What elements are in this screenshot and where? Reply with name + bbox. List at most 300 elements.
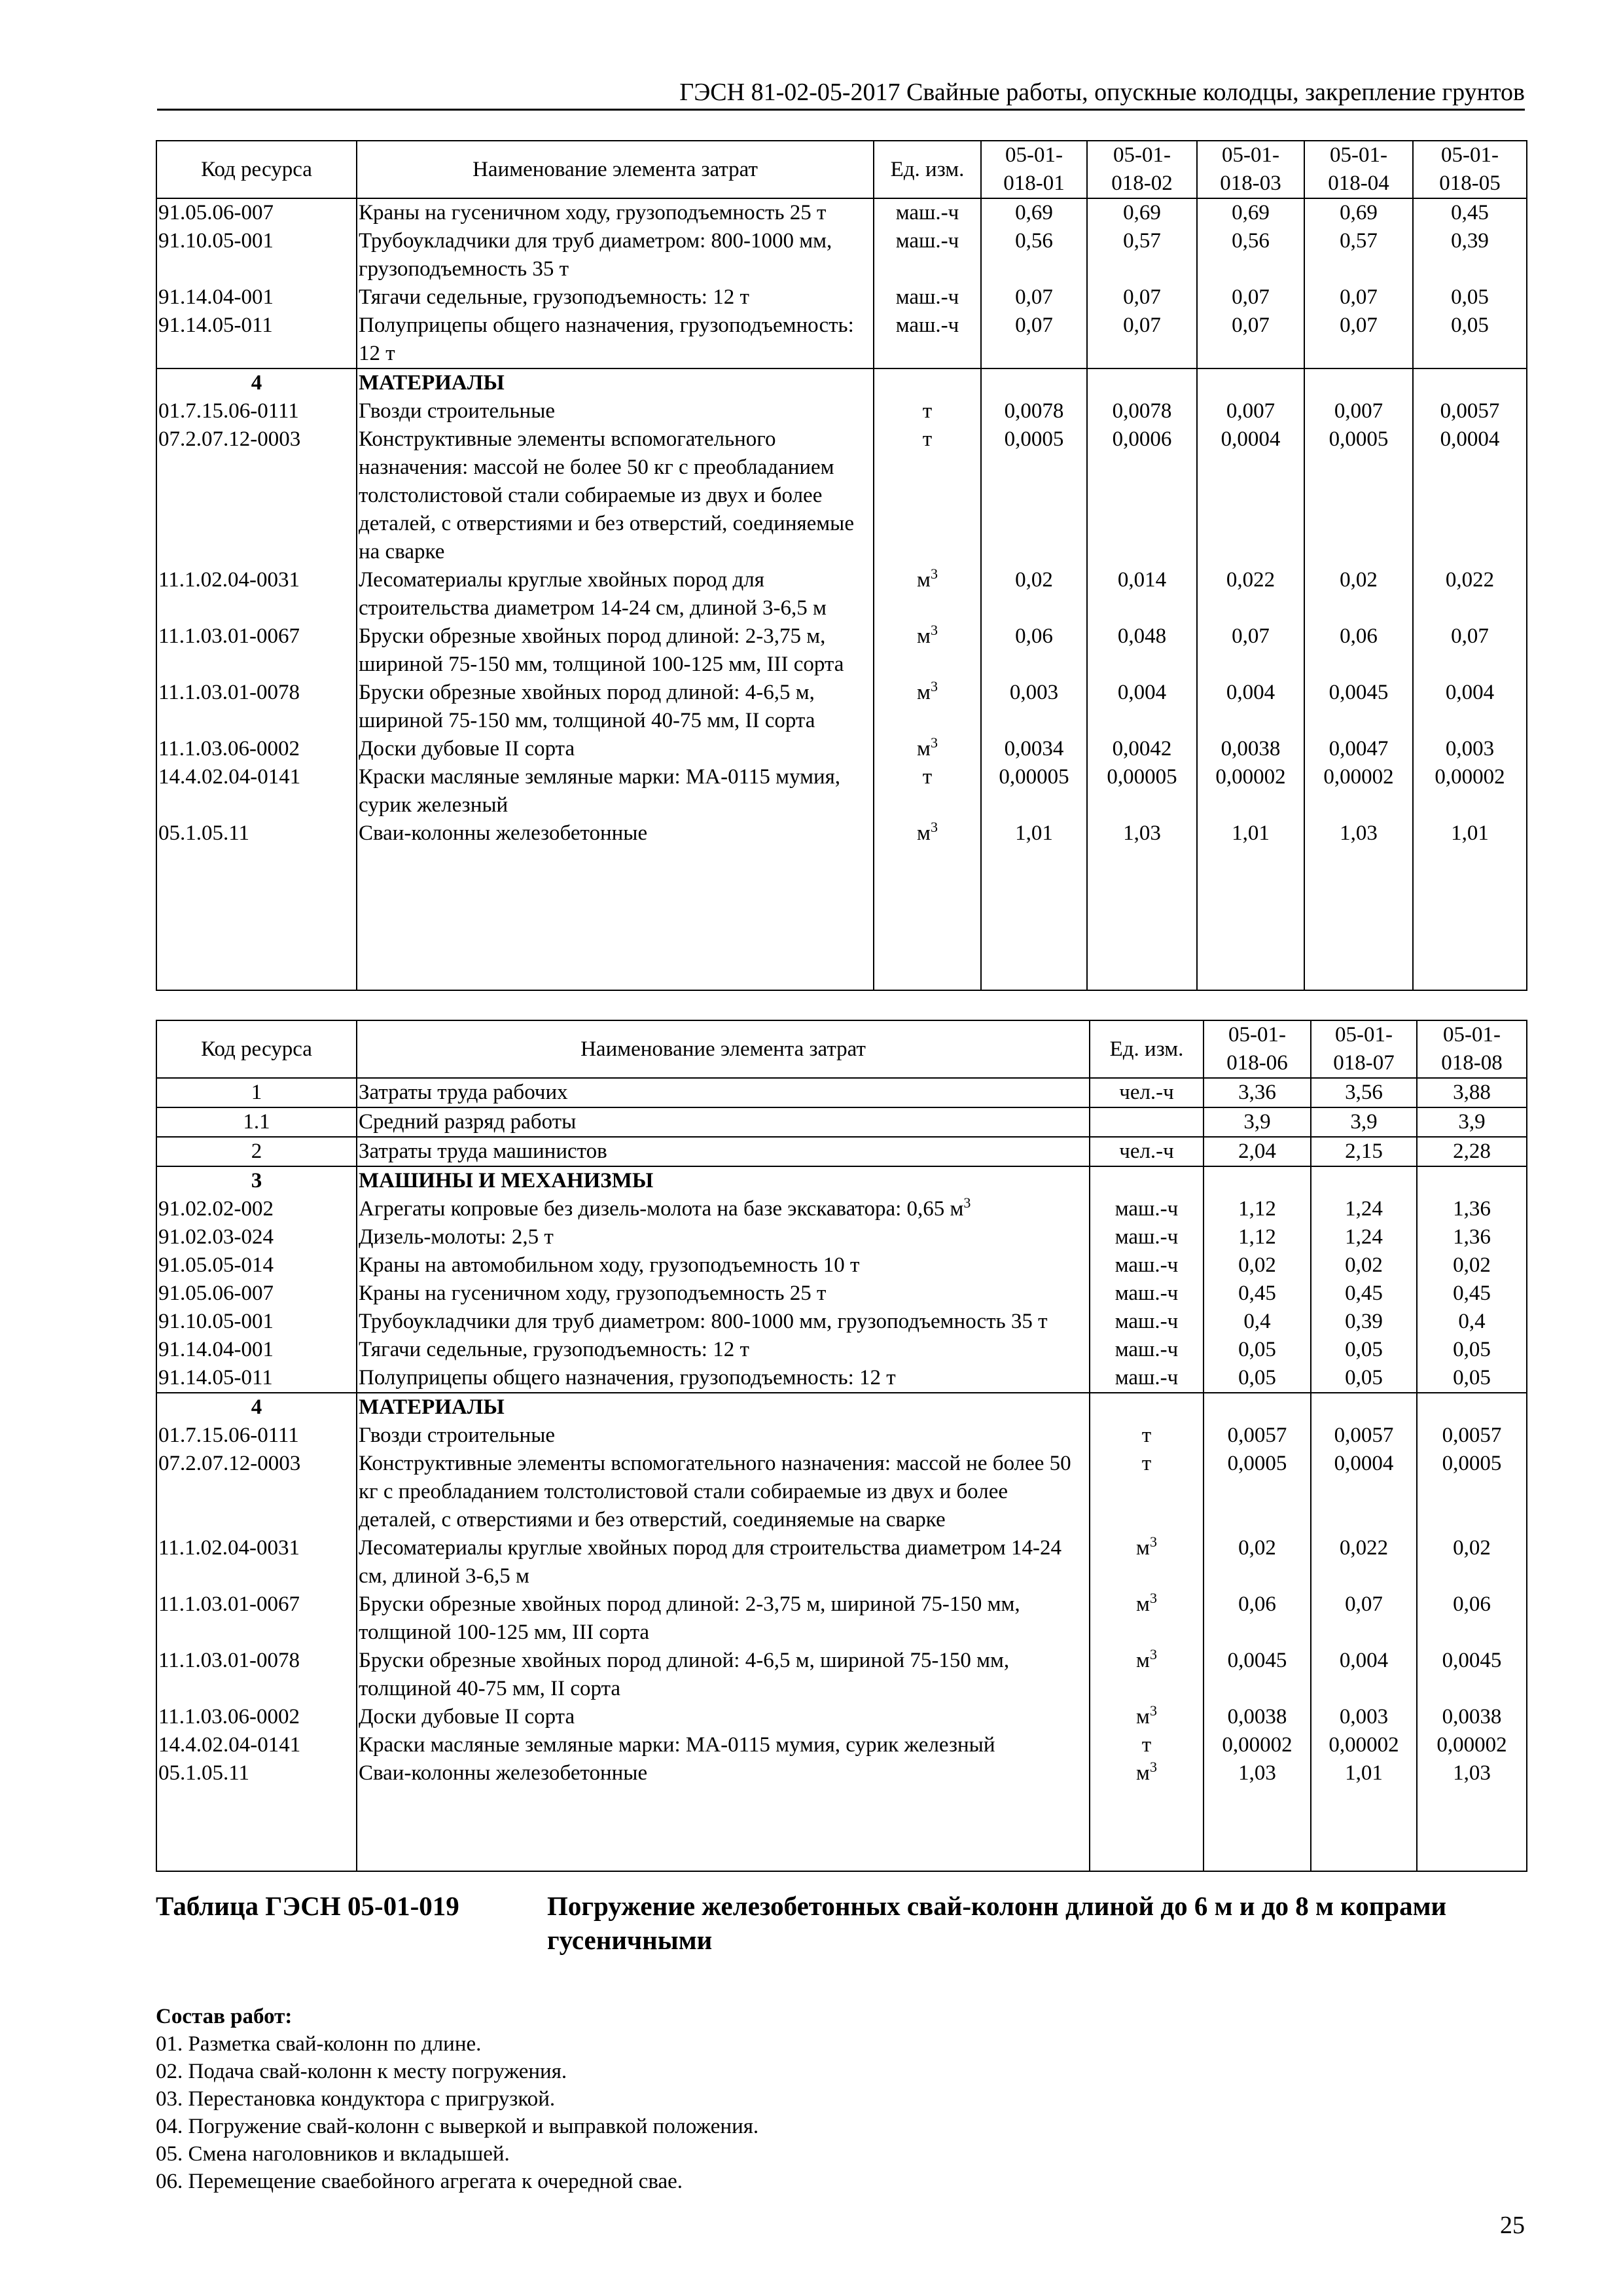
norm-value: 0,45 [1311,1280,1417,1308]
unit: маш.-ч [1090,1308,1204,1336]
unit [1090,1107,1204,1137]
unit: маш.-ч [1090,1336,1204,1364]
norm-value: 0,0038 [1417,1703,1527,1731]
resource-code: 1.1 [156,1107,357,1137]
resource-name: Бруски обрезные хвойных пород длиной: 4-6,5 м, шириной 75-150 мм, толщиной 40-75 мм, II сорта [357,1647,1090,1703]
column-header: Ед. изм. [1090,1020,1204,1078]
norm-value: 0,0078 [981,397,1087,425]
norm-value: 1,01 [1413,819,1527,848]
unit: маш.-ч [1090,1195,1204,1223]
table-row [156,198,1527,227]
norm-value: 0,007 [1304,397,1413,425]
norm-value: 3,9 [1417,1107,1527,1137]
resource-code: 2 [156,1137,357,1166]
resource-code: 11.1.03.01-0067 [156,622,357,679]
table-row [156,566,1527,622]
unit [1090,1166,1204,1195]
unit: чел.-ч [1090,1137,1204,1166]
norm-value: 0,39 [1311,1308,1417,1336]
unit: маш.-ч [1090,1223,1204,1251]
table-row [156,1336,1527,1364]
norm-value: 3,9 [1311,1107,1417,1137]
norm-value: 0,57 [1087,227,1197,283]
column-header: Код ресурса [156,1020,357,1078]
unit: маш.-ч [1090,1251,1204,1280]
resource-name: Краны на гусеничном ходу, грузоподъемность 25 т [357,198,874,227]
norm-value [1311,1166,1417,1195]
unit: $м^3$ [1090,1759,1204,1787]
filler-cell [1087,848,1197,990]
resource-code: 91.14.05-011 [156,312,357,368]
resource-name: МАТЕРИАЛЫ [357,1393,1090,1422]
works-item: 03. Перестановка кондуктора с пригрузкой. [156,2087,556,2111]
norm-value: 1,24 [1311,1195,1417,1223]
norm-value: 0,69 [1087,198,1197,227]
norm-value: 1,01 [1197,819,1304,848]
filler-cell [981,848,1087,990]
norm-value: 0,00002 [1204,1731,1311,1759]
works-item: 06. Перемещение сваебойного агрегата к очередной свае. [156,2170,683,2193]
resource-name: Конструктивные элементы вспомогательного назначения: массой не более 50 кг с преобладанием толстолистовой стали собираемые из двух и более деталей, с отверстиями и без отверстий, соединяемые на сварке [357,425,874,566]
filler-cell [1090,1787,1204,1871]
norm-value: 0,07 [1304,312,1413,368]
resource-name: Полуприцепы общего назначения, грузоподъемность: 12 т [357,1364,1090,1393]
norm-value: 0,69 [1197,198,1304,227]
table-header-row [156,141,1527,198]
norm-value: 0,05 [1417,1336,1527,1364]
table-row [156,735,1527,763]
norm-value: 0,0005 [1204,1450,1311,1534]
unit: маш.-ч [874,312,981,368]
filler-cell [1311,1787,1417,1871]
norm-value: 0,05 [1311,1336,1417,1364]
norm-value: 3,56 [1311,1078,1417,1107]
column-header: 05-01- 018-07 [1311,1020,1417,1078]
filler-cell [1204,1787,1311,1871]
unit: чел.-ч [1090,1078,1204,1107]
norm-value: 0,07 [1304,283,1413,312]
resource-code: 1 [156,1078,357,1107]
section-row [156,1166,1527,1195]
norm-value: 0,0057 [1417,1422,1527,1450]
norm-value: 0,022 [1413,566,1527,622]
norm-value: 3,36 [1204,1078,1311,1107]
unit: маш.-ч [1090,1280,1204,1308]
table-row [156,679,1527,735]
norm-value [1304,368,1413,397]
norm-value: 1,12 [1204,1195,1311,1223]
norm-value: 2,15 [1311,1137,1417,1166]
norm-value: 0,00002 [1417,1731,1527,1759]
norm-value [1413,368,1527,397]
norm-value: 0,0042 [1087,735,1197,763]
resource-name: Сваи-колонны железобетонные [357,819,874,848]
norm-value: 1,36 [1417,1195,1527,1223]
table-row [156,1534,1527,1590]
resource-name: Затраты труда рабочих [357,1078,1090,1107]
norm-value: 0,45 [1417,1280,1527,1308]
norm-value: 0,4 [1204,1308,1311,1336]
resource-code: 91.05.06-007 [156,1280,357,1308]
norm-value: 0,00005 [981,763,1087,819]
header-rule [157,109,1525,111]
unit: $м^3$ [874,679,981,735]
resource-code: 91.05.05-014 [156,1251,357,1280]
resource-name: Бруски обрезные хвойных пород длиной: 2-3,75 м, шириной 75-150 мм, толщиной 100-125 мм, III сорта [357,622,874,679]
table-row [156,622,1527,679]
norm-value: 0,0005 [1304,425,1413,566]
column-header: Ед. изм. [874,141,981,198]
norm-value: 0,56 [981,227,1087,283]
norm-value: 0,0045 [1304,679,1413,735]
norm-value: 0,0057 [1311,1422,1417,1450]
filler-cell [357,848,874,990]
works-item: 04. Погружение свай-колонн с выверкой и выправкой положения. [156,2115,759,2138]
table-row [156,397,1527,425]
norm-value: 1,01 [981,819,1087,848]
table-row [156,1647,1527,1703]
norm-value: 0,00002 [1197,763,1304,819]
resource-code: 91.02.02-002 [156,1195,357,1223]
norm-value: 0,02 [1204,1251,1311,1280]
norm-value [1417,1393,1527,1422]
table-row [156,1107,1527,1137]
norm-value: 0,014 [1087,566,1197,622]
resource-code: 91.14.04-001 [156,283,357,312]
unit: маш.-ч [1090,1364,1204,1393]
norm-value: 0,0045 [1417,1647,1527,1703]
norm-value: 0,0004 [1413,425,1527,566]
unit: $м^3$ [874,622,981,679]
section-row [156,1393,1527,1422]
resource-code: 11.1.03.06-0002 [156,735,357,763]
filler-cell [1417,1787,1527,1871]
norm-value: 0,69 [981,198,1087,227]
column-header: 05-01- 018-08 [1417,1020,1527,1078]
table-row [156,312,1527,368]
works-item: 02. Подача свай-колонн к месту погружения. [156,2060,567,2083]
unit: т [1090,1731,1204,1759]
column-header: 05-01- 018-05 [1413,141,1527,198]
norm-value: 0,06 [1417,1590,1527,1647]
resource-name: Доски дубовые II сорта [357,1703,1090,1731]
resource-code: 14.4.02.04-0141 [156,1731,357,1759]
table-row [156,1450,1527,1534]
resource-code: 91.14.04-001 [156,1336,357,1364]
norm-value: 0,07 [981,283,1087,312]
norm-value: 0,0034 [981,735,1087,763]
unit: $м^3$ [1090,1647,1204,1703]
norm-value: 1,24 [1311,1223,1417,1251]
table-row [156,1731,1527,1759]
table-row [156,227,1527,283]
norm-value: 0,02 [1311,1251,1417,1280]
norm-value: 1,03 [1304,819,1413,848]
resource-name: Дизель-молоты: 2,5 т [357,1223,1090,1251]
norm-value: 0,02 [1417,1534,1527,1590]
norm-value: 0,05 [1204,1336,1311,1364]
norm-value: 0,00002 [1311,1731,1417,1759]
unit: маш.-ч [874,227,981,283]
resource-name: Средний разряд работы [357,1107,1090,1137]
norm-value: 3,9 [1204,1107,1311,1137]
table-row [156,1195,1527,1223]
resource-code: 4 [156,368,357,397]
column-header: Наименование элемента затрат [357,141,874,198]
resource-name: Бруски обрезные хвойных пород длиной: 2-3,75 м, шириной 75-150 мм, толщиной 100-125 мм, III сорта [357,1590,1090,1647]
norm-value: 0,0038 [1204,1703,1311,1731]
norm-value: 0,45 [1204,1280,1311,1308]
works-heading: Состав работ: [156,2005,293,2028]
resource-code: 01.7.15.06-0111 [156,1422,357,1450]
resource-name: Тягачи седельные, грузоподъемность: 12 т [357,283,874,312]
norm-value: 0,05 [1311,1364,1417,1393]
unit: т [1090,1422,1204,1450]
column-header: 05-01- 018-06 [1204,1020,1311,1078]
norm-value: 0,004 [1311,1647,1417,1703]
resource-code: 91.02.03-024 [156,1223,357,1251]
resource-name: Трубоукладчики для труб диаметром: 800-1000 мм, грузоподъемность 35 т [357,1308,1090,1336]
norm-value: 0,00005 [1087,763,1197,819]
unit: т [874,425,981,566]
norm-value: 0,57 [1304,227,1413,283]
resource-name: Краны на гусеничном ходу, грузоподъемность 25 т [357,1280,1090,1308]
norm-value: 0,0078 [1087,397,1197,425]
norm-value [1087,368,1197,397]
filler-cell [874,848,981,990]
resource-name: Гвозди строительные [357,1422,1090,1450]
norm-value: 0,007 [1197,397,1304,425]
resource-name: Доски дубовые II сорта [357,735,874,763]
unit: $м^3$ [1090,1703,1204,1731]
norm-value: 0,02 [1204,1534,1311,1590]
resource-code: 11.1.02.04-0031 [156,566,357,622]
norm-value: 0,06 [1204,1590,1311,1647]
resource-name: Гвозди строительные [357,397,874,425]
norm-value: 0,07 [1197,622,1304,679]
resource-code: 3 [156,1166,357,1195]
norm-value [1311,1393,1417,1422]
norm-value: 1,12 [1204,1223,1311,1251]
resource-code: 01.7.15.06-0111 [156,397,357,425]
norm-value: 3,88 [1417,1078,1527,1107]
norm-value: 0,0045 [1204,1647,1311,1703]
table-row [156,1422,1527,1450]
norm-value: 0,02 [1304,566,1413,622]
norm-value: 0,56 [1197,227,1304,283]
norm-value: 0,07 [1087,283,1197,312]
norm-value: 0,0057 [1413,397,1527,425]
filler-cell [357,1787,1090,1871]
resource-code: 11.1.03.01-0078 [156,1647,357,1703]
norm-value: 0,07 [981,312,1087,368]
norm-value: 0,02 [1417,1251,1527,1280]
unit: $м^3$ [874,735,981,763]
resource-code: 91.05.06-007 [156,198,357,227]
resource-code: 07.2.07.12-0003 [156,425,357,566]
norm-value: 0,07 [1413,622,1527,679]
norm-value: 0,05 [1413,312,1527,368]
column-header: 05-01- 018-04 [1304,141,1413,198]
norm-value: 0,69 [1304,198,1413,227]
resource-table-018-06-08 [156,1020,1527,1872]
norm-value: 1,03 [1087,819,1197,848]
table-title-text: Погружение железобетонных свай-колонн длиной до 6 м и до 8 м копрами гусеничными [547,1891,1447,1955]
page-number: 25 [1500,2212,1525,2239]
norm-value: 0,0004 [1197,425,1304,566]
norm-value: 0,05 [1204,1364,1311,1393]
norm-value: 0,004 [1197,679,1304,735]
unit: маш.-ч [874,198,981,227]
norm-value: 0,02 [981,566,1087,622]
column-header: 05-01- 018-02 [1087,141,1197,198]
resource-code: 05.1.05.11 [156,819,357,848]
norm-value: 0,003 [1413,735,1527,763]
norm-value: 0,004 [1087,679,1197,735]
section-row [156,368,1527,397]
column-header: 05-01- 018-01 [981,141,1087,198]
norm-value: 0,0047 [1304,735,1413,763]
works-item: 01. Разметка свай-колонн по длине. [156,2032,482,2056]
unit [1090,1393,1204,1422]
table-row [156,1137,1527,1166]
norm-value: 2,28 [1417,1137,1527,1166]
norm-value: 0,003 [981,679,1087,735]
resource-code: 14.4.02.04-0141 [156,763,357,819]
resource-name: Краны на автомобильном ходу, грузоподъемность 10 т [357,1251,1090,1280]
table-row [156,1223,1527,1251]
filler-cell [1197,848,1304,990]
filler-cell [1304,848,1413,990]
resource-name: Затраты труда машинистов [357,1137,1090,1166]
works-item: 05. Смена наголовников и вкладышей. [156,2142,510,2166]
table-row [156,1251,1527,1280]
norm-value [1204,1166,1311,1195]
unit: т [874,763,981,819]
filler-cell [156,1787,357,1871]
resource-name: Полуприцепы общего назначения, грузоподъемность: 12 т [357,312,874,368]
unit: $м^3$ [1090,1590,1204,1647]
norm-value: 0,07 [1197,312,1304,368]
norm-value [1204,1393,1311,1422]
table-row [156,1759,1527,1787]
table-number: Таблица ГЭСН 05-01-019 [156,1891,459,1921]
resource-name: Агрегаты копровые без дизель-молота на базе экскаватора: 0,65 $м^3$ [357,1195,1090,1223]
norm-value: 0,00002 [1304,763,1413,819]
table-row [156,1308,1527,1336]
table-row [156,1703,1527,1731]
norm-value [1417,1166,1527,1195]
table-row [156,1590,1527,1647]
resource-name: Сваи-колонны железобетонные [357,1759,1090,1787]
norm-value: 0,07 [1087,312,1197,368]
norm-value: 1,01 [1311,1759,1417,1787]
norm-value: 0,0057 [1204,1422,1311,1450]
table-header-row [156,1020,1527,1078]
norm-value: 0,45 [1413,198,1527,227]
resource-name: Конструктивные элементы вспомогательного назначения: массой не более 50 кг с преобладанием толстолистовой стали собираемые из двух и более деталей, с отверстиями и без отверстий, соединяемые на сварке [357,1450,1090,1534]
norm-value: 0,05 [1417,1364,1527,1393]
resource-name: Тягачи седельные, грузоподъемность: 12 т [357,1336,1090,1364]
resource-name: Лесоматериалы круглые хвойных пород для строительства диаметром 14-24 см, длиной 3-6,5 м [357,1534,1090,1590]
norm-value: 0,022 [1311,1534,1417,1590]
norm-value [981,368,1087,397]
resource-name: МАШИНЫ И МЕХАНИЗМЫ [357,1166,1090,1195]
resource-table-018-01-05 [156,140,1527,991]
norm-value: 0,0006 [1087,425,1197,566]
norm-value [1197,368,1304,397]
resource-code: 91.14.05-011 [156,1364,357,1393]
works-composition [156,2003,1399,2195]
table-row [156,283,1527,312]
norm-value: 0,39 [1413,227,1527,283]
table-row [156,763,1527,819]
norm-value: 0,022 [1197,566,1304,622]
norm-value: 0,048 [1087,622,1197,679]
norm-value: 0,07 [1197,283,1304,312]
unit: т [1090,1450,1204,1534]
norm-value: 0,0005 [981,425,1087,566]
filler-cell [1413,848,1527,990]
norm-value: 0,07 [1311,1590,1417,1647]
resource-code: 11.1.02.04-0031 [156,1534,357,1590]
norm-value: 1,03 [1417,1759,1527,1787]
resource-name: МАТЕРИАЛЫ [357,368,874,397]
resource-code: 11.1.03.06-0002 [156,1703,357,1731]
norm-value: 0,004 [1413,679,1527,735]
table-row [156,1364,1527,1393]
norm-value: 0,0004 [1311,1450,1417,1534]
norm-value: 0,4 [1417,1308,1527,1336]
resource-name: Краски масляные земляные марки: МА-0115 мумия, сурик железный [357,1731,1090,1759]
norm-value: 2,04 [1204,1137,1311,1166]
filler-row [156,848,1527,990]
filler-row [156,1787,1527,1871]
table-row [156,1078,1527,1107]
norm-value: 0,05 [1413,283,1527,312]
unit: маш.-ч [874,283,981,312]
resource-code: 91.10.05-001 [156,227,357,283]
resource-code: 91.10.05-001 [156,1308,357,1336]
table-row [156,1280,1527,1308]
resource-code: 05.1.05.11 [156,1759,357,1787]
resource-name: Краски масляные земляные марки: МА-0115 мумия, сурик железный [357,763,874,819]
resource-name: Трубоукладчики для труб диаметром: 800-1000 мм, грузоподъемность 35 т [357,227,874,283]
column-header: Наименование элемента затрат [357,1020,1090,1078]
norm-value: 0,00002 [1413,763,1527,819]
norm-value: 0,06 [1304,622,1413,679]
table-row [156,819,1527,848]
resource-code: 11.1.03.01-0078 [156,679,357,735]
unit: $м^3$ [874,819,981,848]
resource-name: Лесоматериалы круглые хвойных пород для строительства диаметром 14-24 см, длиной 3-6,5 м [357,566,874,622]
norm-value: 0,003 [1311,1703,1417,1731]
running-header: ГЭСН 81-02-05-2017 Свайные работы, опускные колодцы, закрепление грунтов [679,79,1525,106]
resource-code: 11.1.03.01-0067 [156,1590,357,1647]
resource-code: 07.2.07.12-0003 [156,1450,357,1534]
unit [874,368,981,397]
filler-cell [156,848,357,990]
norm-value: 0,06 [981,622,1087,679]
column-header: Код ресурса [156,141,357,198]
table-row [156,425,1527,566]
column-header: 05-01- 018-03 [1197,141,1304,198]
norm-value: 0,0038 [1197,735,1304,763]
norm-value: 1,36 [1417,1223,1527,1251]
norm-value: 0,0005 [1417,1450,1527,1534]
norm-value: 1,03 [1204,1759,1311,1787]
unit: т [874,397,981,425]
